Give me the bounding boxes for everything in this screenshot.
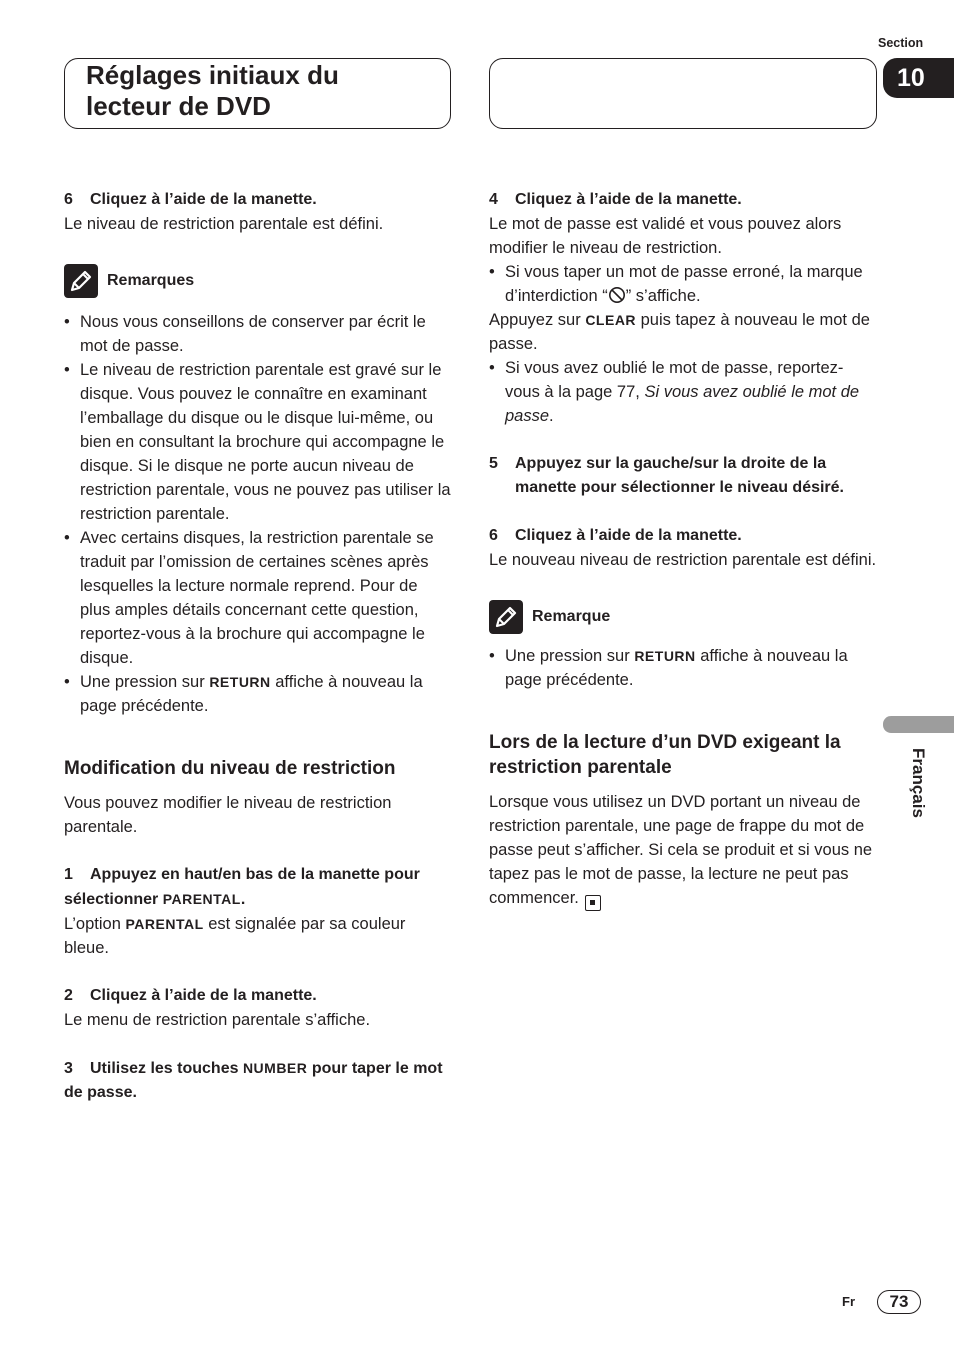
note-pencil-icon: [489, 600, 523, 634]
step-3-title: 3 Utilisez les touches NUMBER pour taper le mot de passe.: [64, 1060, 443, 1101]
chapter-title-line2: lecteur de DVD: [86, 91, 271, 121]
right-column: [489, 188, 877, 911]
parental-playback-body: Lorsque vous utilisez un DVD portant un niveau de restriction parentale, une page de frappe du mot de passe peut s’afficher. Si cela se produit et si vous ne tapez pas le mot de passe, la lecture ne peut pas commencer.: [489, 790, 877, 911]
notes-list: [64, 310, 452, 718]
header-empty-box: [489, 58, 877, 129]
step-1-title: 1 Appuyez en haut/en bas de la manette pour sélectionner PARENTAL.: [64, 866, 420, 908]
page-number: 73: [877, 1290, 921, 1314]
left-column: [64, 188, 452, 1105]
step-4-body: Le mot de passe est validé et vous pouvez alors modifier le niveau de restriction.: [489, 215, 842, 257]
chapter-title-line1: Réglages initiaux du: [86, 60, 339, 90]
step-4-bullets: [489, 260, 877, 308]
section-label: Section: [878, 36, 924, 50]
step-6b-title: 6 Cliquez à l’aide de la manette.: [489, 527, 742, 544]
note-item: • Nous vous conseillons de conserver par écrit le mot de passe.: [64, 310, 452, 358]
clear-key-label: CLEAR: [585, 312, 637, 328]
step-1-body: L’option PARENTAL est signalée par sa couleur bleue.: [64, 915, 406, 957]
footer-lang-code: Fr: [842, 1294, 855, 1309]
step-2-title: 2 Cliquez à l’aide de la manette.: [64, 987, 317, 1004]
step-6-body: Le niveau de restriction parentale est défini.: [64, 215, 384, 233]
step-2-body: Le menu de restriction parentale s’affiche.: [64, 1011, 371, 1029]
step-5-title: 5 Appuyez sur la gauche/sur la droite de la manette pour sélectionner le niveau désiré.: [489, 455, 844, 496]
modification-intro: Vous pouvez modifier le niveau de restriction parentale.: [64, 794, 392, 836]
step-4-title: 4 Cliquez à l’aide de la manette.: [489, 191, 742, 208]
section-title-parental-playback: Lors de la lecture d’un DVD exigeant la restriction parentale: [489, 732, 841, 778]
language-label: Français: [909, 748, 928, 818]
wrong-password-note: • Si vous taper un mot de passe erroné, la marque d’interdiction “ ” s’affiche.: [489, 260, 877, 308]
forgot-password-link-text: Si vous avez oublié le mot de passe: [505, 383, 860, 425]
section-title-modification: Modification du niveau de restriction: [64, 758, 396, 779]
step-6b-body: Le nouveau niveau de restriction parentale est défini.: [489, 551, 877, 569]
return-key-label: RETURN: [209, 674, 271, 690]
note-pencil-icon: [64, 264, 98, 298]
notes-heading: Remarques: [64, 264, 452, 298]
chapter-title: [86, 60, 446, 122]
note-item: • Avec certains disques, la restriction parentale se traduit par l’omission de certaines scènes après lesquelles la lecture normale reprend. Pour de plus amples détails concernant cette question, reportez-vous à la brochure qui accompagne le disque.: [64, 526, 452, 670]
step-6-title: 6 Cliquez à l’aide de la manette.: [64, 191, 317, 208]
end-mark-icon: [585, 895, 601, 911]
return-key-label: RETURN: [634, 648, 696, 664]
forgot-password-note: • Si vous avez oublié le mot de passe, reportez-vous à la page 77, Si vous avez oublié le mot de passe.: [489, 356, 877, 428]
note-heading: Remarque: [489, 600, 877, 634]
clear-retry-text: Appuyez sur CLEAR puis tapez à nouveau le mot de passe.: [489, 311, 870, 353]
note-item: • Une pression sur RETURN affiche à nouveau la page précédente.: [489, 644, 877, 692]
note-list: [489, 644, 877, 692]
prohibition-icon: [608, 286, 626, 304]
note-item: • Une pression sur RETURN affiche à nouveau la page précédente.: [64, 670, 452, 718]
note-item: • Le niveau de restriction parentale est gravé sur le disque. Vous pouvez le connaître en examinant l’emballage du disque ou le disque lui-même, ou bien en consultant la brochure qui accompagne le disque. Si le disque ne porte aucun niveau de restriction parentale, vous ne pouvez pas utiliser la restriction parentale.: [64, 358, 452, 526]
language-tab: [883, 716, 954, 733]
section-number-tab: 10: [883, 58, 954, 98]
